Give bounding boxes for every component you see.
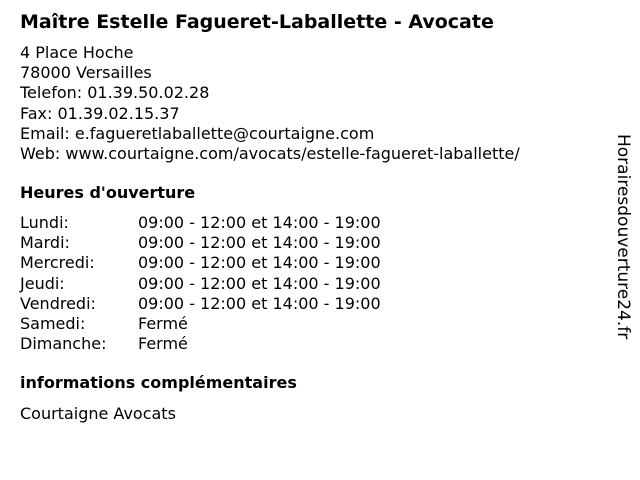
website-url: Web: www.courtaigne.com/avocats/estelle-fagueret-laballette/ xyxy=(20,144,520,164)
hours-value: 09:00 - 12:00 et 14:00 - 19:00 xyxy=(138,233,381,253)
hours-value: Fermé xyxy=(138,334,188,354)
hours-value: Fermé xyxy=(138,313,188,333)
hours-value: 09:00 - 12:00 et 14:00 - 19:00 xyxy=(138,253,381,273)
hours-value: 09:00 - 12:00 et 14:00 - 19:00 xyxy=(138,293,381,313)
day-label: Jeudi: xyxy=(20,273,65,293)
additional-info-text: Courtaigne Avocats xyxy=(20,404,176,423)
hours-value: 09:00 - 12:00 et 14:00 - 19:00 xyxy=(138,213,381,232)
street-address: 4 Place Hoche xyxy=(20,43,134,62)
day-label: Dimanche: xyxy=(20,334,107,354)
page-title: Maître Estelle Fagueret-Laballette - Avocate xyxy=(20,11,494,33)
opening-hours-heading: Heures d'ouverture xyxy=(20,183,196,202)
day-label: Samedi: xyxy=(20,313,86,333)
hours-value: 09:00 - 12:00 et 14:00 - 19:00 xyxy=(138,273,381,293)
email-address: Email: e.fagueretlaballette@courtaigne.com xyxy=(20,123,375,143)
day-label: Mercredi: xyxy=(20,253,95,273)
watermark-text: Horairesdouverture24.fr xyxy=(613,134,633,340)
watermark xyxy=(613,134,633,344)
additional-info-heading: informations complémentaires xyxy=(20,373,297,392)
city-postal-code: 78000 Versailles xyxy=(20,63,152,83)
fax-number: Fax: 01.39.02.15.37 xyxy=(20,103,180,123)
phone-number: Telefon: 01.39.50.02.28 xyxy=(20,83,210,103)
address-block xyxy=(20,43,520,164)
day-label: Mardi: xyxy=(20,233,70,253)
day-label: Lundi: xyxy=(20,213,69,232)
day-label: Vendredi: xyxy=(20,293,96,313)
